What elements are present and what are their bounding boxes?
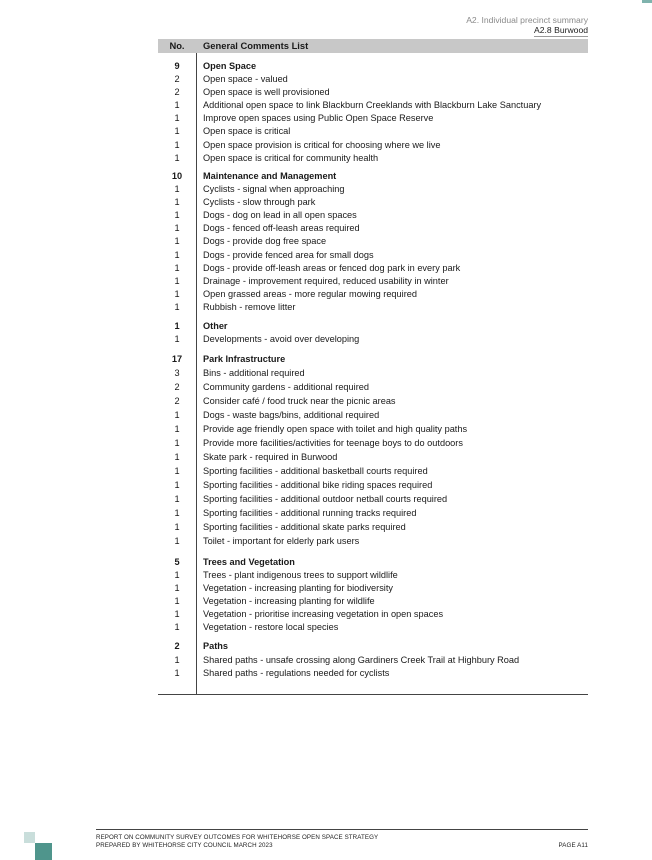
comment-text: Toilet - important for elderly park users	[203, 536, 360, 546]
comment-text: Sporting facilities - additional running tracks required	[203, 508, 417, 518]
comment-text: Open grassed areas - more regular mowing required	[203, 288, 417, 299]
comment-count: 1	[174, 438, 180, 448]
comment-text: Vegetation - increasing planting for wildlife	[203, 596, 375, 606]
group-maintenance-management	[158, 170, 588, 314]
group-other	[158, 320, 588, 346]
comment-count: 1	[174, 126, 180, 137]
group-title: Other	[203, 321, 228, 331]
comment-text: Sporting facilities - additional bike riding spaces required	[203, 480, 433, 490]
column-header-comments: General Comments List	[203, 40, 309, 51]
comment-count: 1	[174, 184, 180, 195]
comment-text: Skate park - required in Burwood	[203, 452, 338, 462]
group-heading	[158, 640, 588, 654]
logo-square-light	[24, 832, 35, 843]
comment-count: 2	[174, 396, 180, 406]
comment-row	[158, 196, 588, 209]
comment-text: Sporting facilities - additional outdoor netball courts required	[203, 494, 448, 504]
comment-row	[158, 249, 588, 262]
comment-row	[158, 621, 588, 634]
comment-row	[158, 437, 588, 451]
comment-row	[158, 667, 588, 681]
comment-count: 1	[174, 139, 180, 150]
group-count: 2	[174, 641, 180, 651]
comment-row	[158, 535, 588, 549]
comment-count: 1	[174, 210, 180, 221]
comment-count: 1	[174, 410, 180, 420]
comment-row	[158, 423, 588, 437]
comment-count: 1	[174, 466, 180, 476]
comment-row	[158, 125, 588, 138]
comment-text: Open space provision is critical for choosing where we live	[203, 139, 441, 150]
comment-row	[158, 301, 588, 314]
comment-count: 1	[174, 596, 180, 606]
comment-count: 1	[174, 570, 180, 580]
comment-row	[158, 112, 588, 125]
group-count: 1	[174, 321, 180, 331]
comment-count: 1	[174, 249, 180, 260]
comment-count: 2	[174, 87, 180, 98]
comment-row	[158, 381, 588, 395]
comment-row	[158, 333, 588, 346]
comment-text: Open space - valued	[203, 74, 288, 85]
comment-text: Sporting facilities - additional skate parks required	[203, 522, 406, 532]
group-title: Open Space	[203, 61, 257, 71]
logo-square-dark	[35, 843, 52, 860]
group-count: 17	[171, 354, 183, 364]
comment-row	[158, 507, 588, 521]
group-heading	[158, 170, 588, 183]
column-header-no: No.	[169, 40, 185, 51]
comment-text: Dogs - dog on lead in all open spaces	[203, 210, 357, 221]
comments-table	[158, 39, 588, 53]
comment-row	[158, 86, 588, 99]
group-open-space	[158, 60, 588, 165]
group-count: 9	[174, 61, 180, 71]
comment-text: Rubbish - remove litter	[203, 301, 296, 312]
comment-text: Provide more facilities/activities for teenage boys to do outdoors	[203, 438, 463, 448]
comment-row	[158, 451, 588, 465]
comment-count: 3	[174, 368, 180, 378]
comment-row	[158, 409, 588, 423]
group-trees-vegetation	[158, 556, 588, 634]
comment-row	[158, 654, 588, 668]
group-title: Park Infrastructure	[203, 354, 286, 364]
table-header	[158, 39, 588, 53]
group-title: Maintenance and Management	[203, 171, 337, 181]
comment-count: 1	[174, 301, 180, 312]
comment-count: 1	[174, 494, 180, 504]
footer-report-title: REPORT ON COMMUNITY SURVEY OUTCOMES FOR WHITEHORSE OPEN SPACE STRATEGY	[96, 834, 379, 841]
comment-row	[158, 582, 588, 595]
header-rule	[534, 36, 588, 37]
comment-row	[158, 73, 588, 86]
comment-row	[158, 139, 588, 152]
table-bottom-rule	[158, 694, 588, 695]
comment-count: 1	[174, 113, 180, 124]
comment-count: 2	[174, 382, 180, 392]
comment-text: Dogs - provide off-leash areas or fenced dog park in every park	[203, 262, 461, 273]
corner-accent	[642, 0, 652, 3]
group-paths	[158, 640, 588, 681]
comment-text: Drainage - improvement required, reduced usability in winter	[203, 275, 449, 286]
comment-row	[158, 99, 588, 112]
comment-count: 1	[174, 452, 180, 462]
group-heading	[158, 556, 588, 569]
group-park-infrastructure	[158, 353, 588, 549]
comment-count: 1	[174, 275, 180, 286]
comment-count: 1	[174, 424, 180, 434]
comment-count: 1	[174, 152, 180, 163]
footer-rule	[96, 829, 588, 830]
comment-text: Open space is critical for community health	[203, 152, 379, 163]
comment-count: 2	[174, 74, 180, 85]
comment-text: Improve open spaces using Public Open Space Reserve	[203, 113, 434, 124]
comment-text: Community gardens - additional required	[203, 382, 369, 392]
group-count: 5	[174, 557, 180, 567]
comment-count: 1	[174, 480, 180, 490]
comment-text: Vegetation - increasing planting for biodiversity	[203, 583, 393, 593]
comment-row	[158, 235, 588, 248]
comment-count: 1	[174, 100, 180, 111]
section-title: A2. Individual precinct summary	[466, 15, 588, 25]
comment-row	[158, 479, 588, 493]
comment-row	[158, 569, 588, 582]
comment-count: 1	[174, 334, 180, 344]
page-number: PAGE A11	[558, 842, 588, 849]
comment-text: Open space is well provisioned	[203, 87, 330, 98]
comment-text: Dogs - provide fenced area for small dogs	[203, 249, 374, 260]
comment-row	[158, 262, 588, 275]
comment-row	[158, 521, 588, 535]
comment-text: Vegetation - prioritise increasing vegetation in open spaces	[203, 609, 444, 619]
comment-count: 1	[174, 288, 180, 299]
comment-text: Additional open space to link Blackburn Creeklands with Blackburn Lake Sanctuary	[203, 100, 542, 111]
comment-row	[158, 183, 588, 196]
comment-text: Open space is critical	[203, 126, 291, 137]
comment-count: 1	[174, 654, 180, 665]
comment-row	[158, 608, 588, 621]
comment-count: 1	[174, 522, 180, 532]
comment-count: 1	[174, 622, 180, 632]
comment-row	[158, 367, 588, 381]
comment-text: Bins - additional required	[203, 368, 305, 378]
group-heading	[158, 320, 588, 333]
comment-text: Sporting facilities - additional basketball courts required	[203, 466, 428, 476]
group-title: Trees and Vegetation	[203, 557, 295, 567]
group-count: 10	[171, 171, 183, 181]
comment-text: Cyclists - signal when approaching	[203, 184, 345, 195]
comment-text: Shared paths - regulations needed for cyclists	[203, 668, 390, 678]
comment-row	[158, 222, 588, 235]
comment-row	[158, 465, 588, 479]
comment-text: Dogs - fenced off-leash areas required	[203, 223, 360, 234]
comment-text: Developments - avoid over developing	[203, 334, 360, 344]
group-heading	[158, 60, 588, 73]
comment-row	[158, 595, 588, 608]
comment-row	[158, 209, 588, 222]
comment-text: Vegetation - restore local species	[203, 622, 339, 632]
comment-row	[158, 288, 588, 301]
comment-text: Dogs - provide dog free space	[203, 236, 327, 247]
comment-text: Cyclists - slow through park	[203, 197, 316, 208]
comment-count: 1	[174, 262, 180, 273]
comment-count: 1	[174, 223, 180, 234]
comment-count: 1	[174, 508, 180, 518]
comment-count: 1	[174, 236, 180, 247]
subsection-title: A2.8 Burwood	[534, 25, 588, 35]
comment-text: Dogs - waste bags/bins, additional required	[203, 410, 380, 420]
comment-count: 1	[174, 536, 180, 546]
comment-row	[158, 152, 588, 165]
comment-text: Consider café / food truck near the picnic areas	[203, 396, 396, 406]
group-heading	[158, 353, 588, 367]
comment-row	[158, 493, 588, 507]
group-title: Paths	[203, 641, 229, 651]
comment-count: 1	[174, 609, 180, 619]
comment-text: Provide age friendly open space with toilet and high quality paths	[203, 424, 468, 434]
comment-row	[158, 275, 588, 288]
comment-text: Shared paths - unsafe crossing along Gardiners Creek Trail at Highbury Road	[203, 654, 520, 665]
comment-count: 1	[174, 197, 180, 208]
comment-count: 1	[174, 668, 180, 678]
comment-text: Trees - plant indigenous trees to support wildlife	[203, 570, 398, 580]
comment-row	[158, 395, 588, 409]
footer-prepared-by: PREPARED BY WHITEHORSE CITY COUNCIL MARCH 2023	[96, 842, 273, 849]
comment-count: 1	[174, 583, 180, 593]
